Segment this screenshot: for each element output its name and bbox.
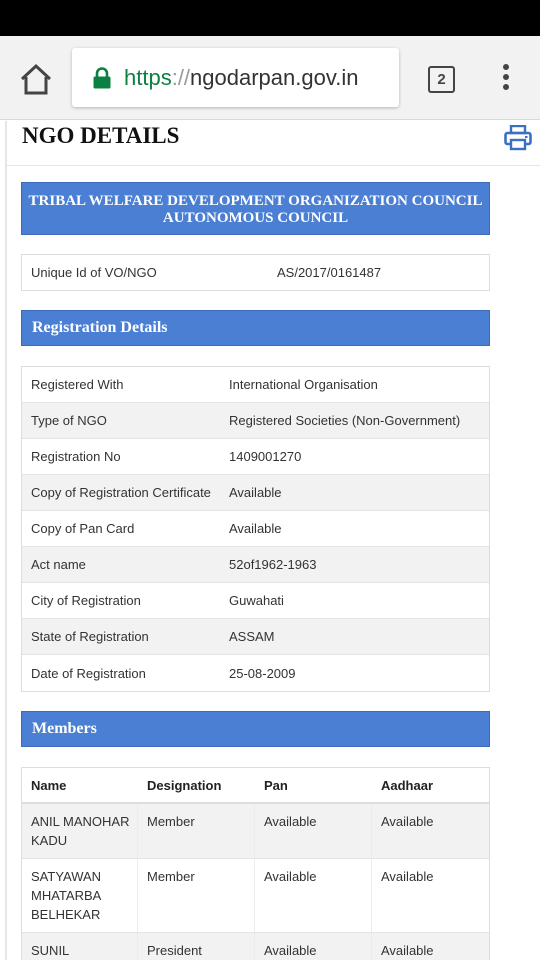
menu-dot-icon (503, 74, 509, 80)
column-header-name: Name (31, 777, 67, 793)
registration-details-table (21, 366, 490, 692)
members-table-header (22, 768, 489, 804)
member-aadhaar: Available (381, 814, 434, 829)
unique-id-value: AS/2017/0161487 (277, 265, 382, 280)
row-label: City of Registration (31, 593, 141, 608)
row-value: Available (229, 521, 282, 536)
table-row (22, 804, 489, 859)
address-bar[interactable] (72, 48, 399, 107)
members-heading: Members (21, 711, 490, 747)
unique-id-row (21, 254, 490, 291)
lock-icon (92, 67, 112, 89)
table-row (22, 475, 489, 511)
menu-dot-icon (503, 64, 509, 70)
printer-icon (504, 125, 532, 151)
member-pan: Available (255, 859, 372, 932)
table-row (22, 367, 489, 403)
column-header-aadhaar: Aadhaar (381, 777, 434, 793)
print-button[interactable] (504, 125, 532, 151)
member-aadhaar: Available (381, 869, 434, 884)
unique-id-label: Unique Id of VO/NGO (31, 265, 157, 280)
row-label: Date of Registration (31, 665, 146, 681)
member-name: ANIL MANOHAR KADU (22, 804, 138, 858)
url-host: ngodarpan.gov.in (190, 64, 359, 90)
table-row (22, 403, 489, 439)
status-bar (0, 0, 540, 36)
home-icon (18, 62, 54, 98)
title-divider (7, 165, 540, 166)
members-table (21, 767, 490, 960)
table-row (22, 511, 489, 547)
column-header-pan: Pan (264, 777, 288, 793)
home-button[interactable] (18, 62, 54, 98)
url-separator: :// (171, 64, 191, 90)
row-value: Guwahati (229, 593, 284, 608)
row-label: Copy of Registration Certificate (31, 485, 211, 500)
member-designation: Member (138, 804, 255, 858)
url-text (124, 65, 358, 91)
table-row (22, 547, 489, 583)
row-label: State of Registration (31, 629, 149, 644)
member-designation: President (138, 933, 255, 960)
page-left-border (5, 121, 7, 960)
row-label: Act name (31, 557, 86, 572)
row-value: Available (229, 485, 282, 500)
row-label: Type of NGO (31, 413, 107, 428)
table-row (22, 619, 489, 655)
row-value: 52of1962-1963 (229, 557, 317, 572)
member-aadhaar: Available (381, 943, 434, 958)
table-row (22, 859, 489, 933)
table-row (22, 933, 489, 960)
page-title: NGO DETAILS (22, 123, 180, 148)
menu-dot-icon (503, 84, 509, 90)
column-header-designation: Designation (147, 777, 222, 793)
row-label: Copy of Pan Card (31, 521, 135, 536)
overflow-menu-button[interactable] (496, 64, 516, 96)
page-content (0, 121, 540, 960)
browser-toolbar (0, 36, 540, 120)
row-value: 25-08-2009 (229, 665, 296, 681)
url-scheme: https (124, 64, 172, 90)
registration-details-heading: Registration Details (21, 310, 490, 346)
member-pan: Available (255, 804, 372, 858)
row-label: Registered With (31, 377, 124, 392)
table-row (22, 583, 489, 619)
organization-name-banner: TRIBAL WELFARE DEVELOPMENT ORGANIZATION COUNCIL AUTONOMOUS COUNCIL (21, 182, 490, 235)
member-name: SATYAWAN MHATARBA BELHEKAR (22, 859, 138, 932)
row-value: ASSAM (229, 629, 275, 644)
table-row (22, 439, 489, 475)
table-row (22, 655, 489, 691)
member-name: SUNIL (22, 933, 138, 960)
row-value: International Organisation (229, 377, 378, 392)
member-designation: Member (138, 859, 255, 932)
tab-switcher-button[interactable]: 2 (428, 66, 455, 93)
row-value: Registered Societies (Non-Government) (229, 413, 461, 428)
row-value: 1409001270 (229, 449, 302, 464)
row-label: Registration No (31, 449, 121, 464)
member-pan: Available (255, 933, 372, 960)
